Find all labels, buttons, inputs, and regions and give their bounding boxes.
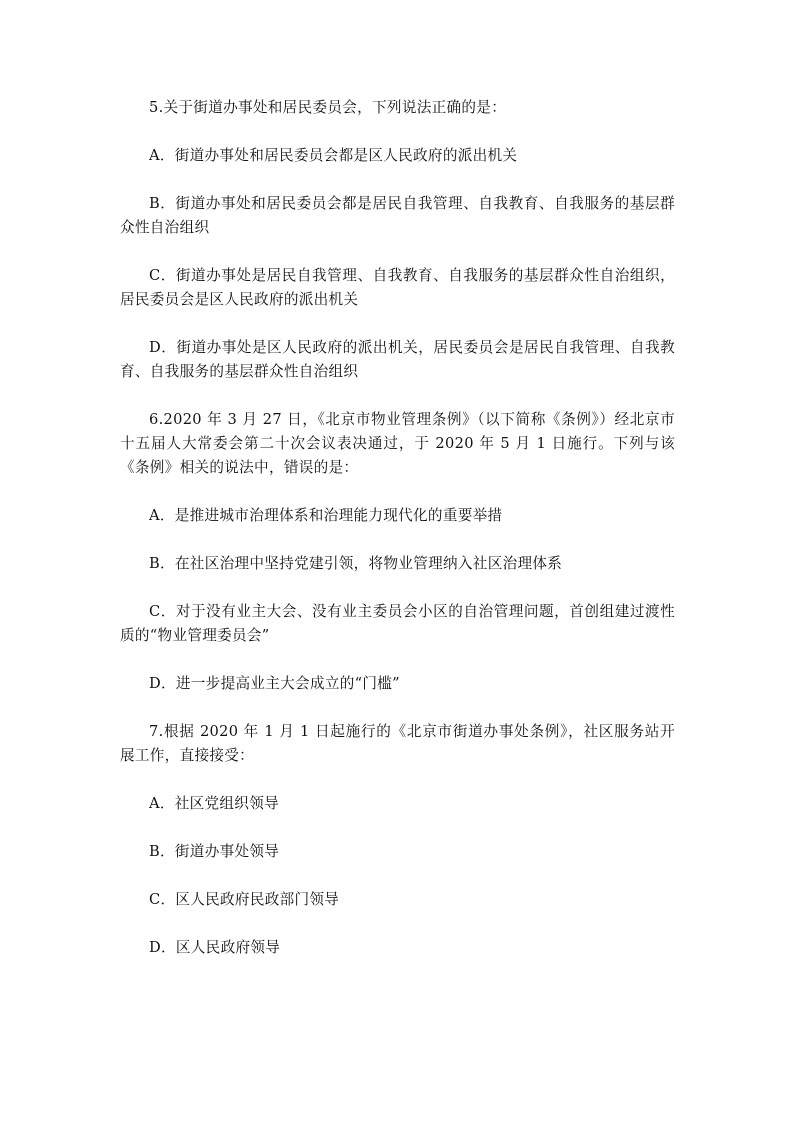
question-5-option-a: A．街道办事处和居民委员会都是区人民政府的派出机关 bbox=[149, 147, 518, 164]
question-7-option-a: A．社区党组织领导 bbox=[149, 795, 279, 812]
question-7-option-b: B．街道办事处领导 bbox=[149, 843, 280, 860]
question-7-stem: 7.根据 2020 年 1 月 1 日起施行的《北京市街道办事处条例》，社区服务站开展工作，直接接受： bbox=[120, 723, 675, 764]
question-7-option-d: D．区人民政府领导 bbox=[149, 939, 281, 956]
question-6-option-b: B．在社区治理中坚持党建引领，将物业管理纳入社区治理体系 bbox=[149, 555, 563, 572]
question-5-option-c: C．街道办事处是居民自我管理、自我教育、自我服务的基层群众性自治组织，居民委员会是区人民政府的派出机关 bbox=[120, 267, 675, 308]
question-6-option-c: C．对于没有业主大会、没有业主委员会小区的自治管理问题，首创组建过渡性质的“物业管理委员会” bbox=[120, 603, 675, 644]
question-5-stem: 5.关于街道办事处和居民委员会，下列说法正确的是： bbox=[149, 99, 507, 116]
question-6-option-d: D．进一步提高业主大会成立的“门槛” bbox=[149, 675, 400, 692]
page-content bbox=[120, 96, 675, 984]
question-5-option-b: B．街道办事处和居民委员会都是居民自我管理、自我教育、自我服务的基层群众性自治组织 bbox=[120, 195, 675, 236]
question-7-option-c: C．区人民政府民政部门领导 bbox=[149, 891, 340, 908]
question-6-option-a: A．是推进城市治理体系和治理能力现代化的重要举措 bbox=[149, 507, 503, 524]
question-6-stem: 6.2020 年 3 月 27 日，《北京市物业管理条例》（以下简称《条例》）经北京市十五届人大常委会第二十次会议表决通过，于 2020 年 5 月 1 日施行。下列与该《条例》相关的说法中，错误的是： bbox=[120, 411, 675, 476]
question-5-option-d: D．街道办事处是区人民政府的派出机关，居民委员会是居民自我管理、自我教育、自我服务的基层群众性自治组织 bbox=[120, 339, 675, 380]
